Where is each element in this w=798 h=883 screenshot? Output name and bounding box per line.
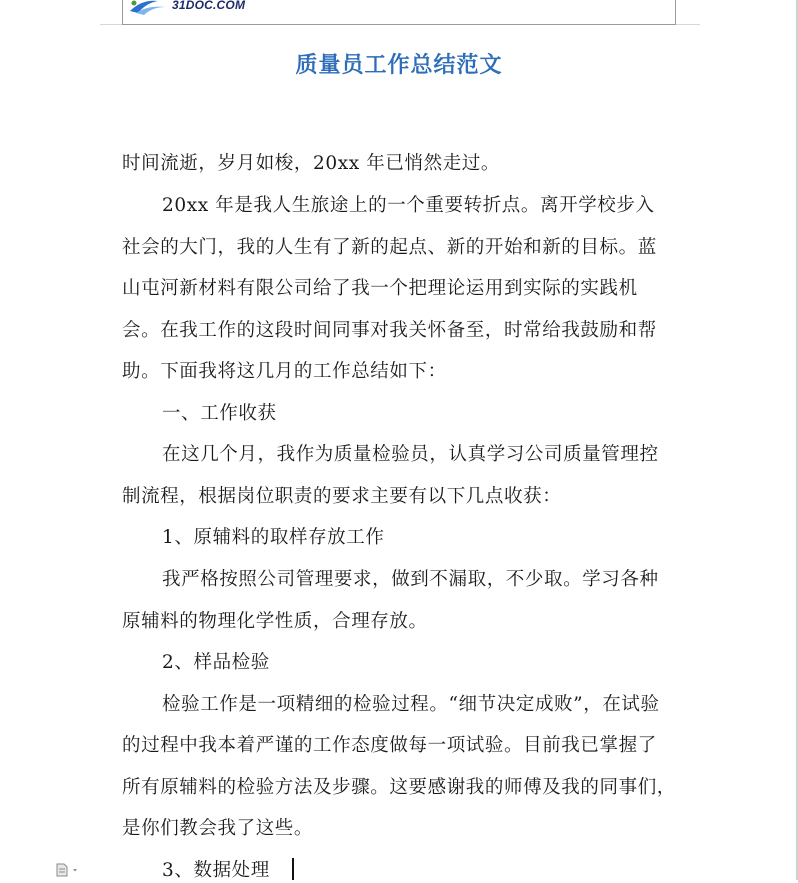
header-corner-right [675, 0, 676, 24]
header-corner-left [122, 0, 123, 24]
subsection-heading: 2、样品检验 [162, 652, 270, 673]
paragraph-line: 我严格按照公司管理要求，做到不漏取，不少取。学习各种 [162, 569, 659, 590]
paragraph-line: 原辅料的物理化学性质，合理存放。 [122, 611, 428, 632]
paragraph-line: 时间流逝，岁月如梭，20xx 年已悄然走过。 [122, 153, 500, 174]
site-logo [128, 0, 245, 16]
document-status-icon[interactable] [56, 863, 82, 877]
logo-text: 31DOC.COM [172, 0, 246, 12]
paragraph-line: 制流程，根据岗位职责的要求主要有以下几点收获： [122, 486, 562, 507]
paragraph-line: 会。在我工作的这段时间同事对我关怀备至，时常给我鼓励和帮 [122, 320, 657, 341]
paragraph-line: 20xx 年是我人生旅途上的一个重要转折点。离开学校步入 [162, 195, 655, 216]
paragraph-line: 检验工作是一项精细的检验过程。“细节决定成败”，在试验 [162, 694, 660, 715]
paragraph-line: 的过程中我本着严谨的工作态度做每一项试验。目前我已掌握了 [122, 735, 657, 756]
text-cursor [292, 858, 294, 880]
document-title: 质量员工作总结范文 [295, 53, 503, 78]
logo-swoosh-icon [128, 0, 168, 15]
subsection-heading: 3、数据处理 [162, 860, 270, 881]
paragraph-line: 在这几个月，我作为质量检验员，认真学习公司质量管理控 [162, 444, 659, 465]
paragraph-line: 助。下面我将这几月的工作总结如下： [122, 361, 447, 382]
paragraph-line: 山屯河新材料有限公司给了我一个把理论运用到实际的实践机 [122, 278, 638, 299]
subsection-heading: 1、原辅料的取样存放工作 [162, 527, 385, 548]
paragraph-line: 社会的大门，我的人生有了新的起点、新的开始和新的目标。蓝 [122, 237, 657, 258]
paragraph-line: 是你们教会我了这些。 [122, 818, 314, 839]
paragraph-line: 所有原辅料的检验方法及步骤。这要感谢我的师傅及我的同事们， [122, 777, 676, 798]
section-heading: 一、工作收获 [162, 403, 277, 424]
